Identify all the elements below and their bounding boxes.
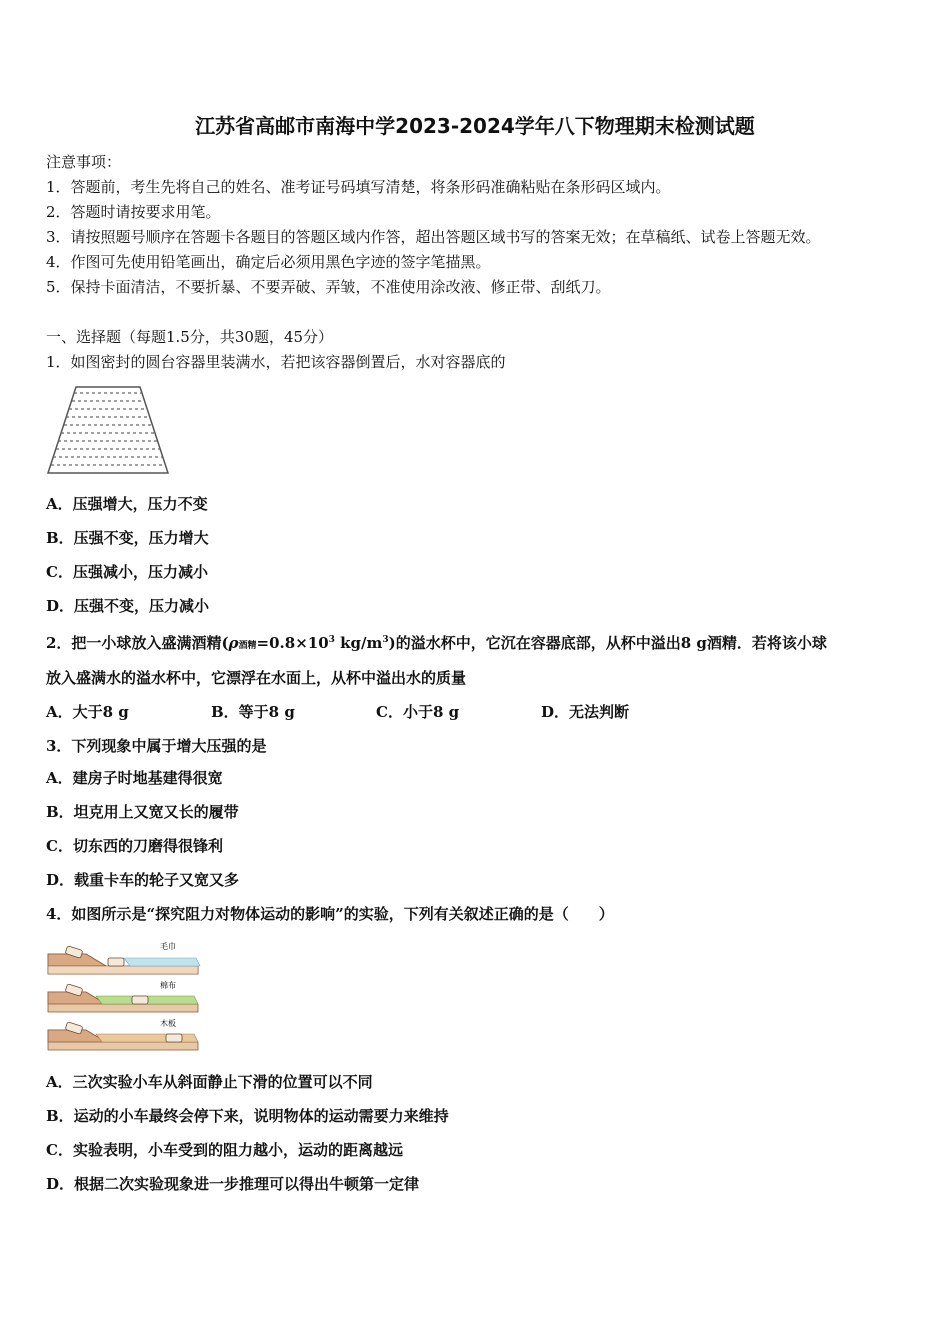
option-c: C．实验表明，小车受到的阻力越小，运动的距离越远 — [46, 1141, 403, 1159]
question-stem-cont: 放入盛满水的溢水杯中，它漂浮在水面上，从杯中溢出水的质量 — [46, 669, 467, 687]
option-b: B．压强不变，压力增大 — [46, 529, 209, 547]
stem-part: kg/m — [334, 634, 383, 652]
wood-track — [48, 1018, 198, 1050]
notice-item: 1．答题前，考生先将自己的姓名、准考证号码填写清楚，将条形码准确粘贴在条形码区域内。 — [46, 178, 671, 196]
stem-part: 2．把一小球放入盛满酒精( — [46, 634, 229, 652]
exponent: 3 — [328, 635, 335, 645]
option-a: A．压强增大，压力不变 — [46, 495, 208, 513]
notice-item: 2．答题时请按要求用笔。 — [46, 203, 221, 221]
option-d: D．载重卡车的轮子又宽又多 — [46, 871, 240, 889]
option-d: D．无法判断 — [541, 703, 630, 721]
question-stem: 4．如图所示是“探究阻力对物体运动的影响”的实验，下列有关叙述正确的是（ ） — [46, 905, 614, 923]
option-a: A．大于8 g — [46, 703, 129, 721]
wood-label: 木板 — [160, 1019, 176, 1028]
page-title: 江苏省高邮市南海中学2023-2024学年八下物理期末检测试题 — [195, 114, 755, 138]
rho-subscript: 酒精 — [238, 641, 257, 651]
option-c: C．小于8 g — [376, 703, 460, 721]
option-b: B．等于8 g — [211, 703, 295, 721]
options-row — [46, 702, 706, 722]
option-d: D．根据二次实验现象进一步推理可以得出牛顿第一定律 — [46, 1175, 420, 1193]
question-stem: 1．如图密封的圆台容器里装满水，若把该容器倒置后，水对容器底的 — [46, 353, 506, 371]
cotton-label: 棉布 — [160, 981, 176, 990]
towel-track — [48, 941, 200, 974]
option-c: C．压强减小，压力减小 — [46, 563, 208, 581]
notice-item: 4．作图可先使用铅笔画出，确定后必须用黑色字迹的签字笔描黑。 — [46, 253, 491, 271]
towel-label: 毛巾 — [160, 942, 176, 951]
rho-symbol: ρ — [228, 634, 239, 652]
stem-part: =0.8×10 — [256, 634, 329, 652]
notice-item: 5．保持卡面清洁，不要折暴、不要弄破、弄皱，不准使用涂改液、修正带、刮纸刀。 — [46, 278, 611, 296]
option-a: A．建房子时地基建得很宽 — [46, 769, 223, 787]
question-stem — [46, 630, 827, 656]
question-stem: 3．下列现象中属于增大压强的是 — [46, 737, 267, 755]
option-b: B．坦克用上又宽又长的履带 — [46, 803, 239, 821]
section-heading: 一、选择题（每题1.5分，共30题，45分） — [46, 328, 334, 346]
notice-heading: 注意事项： — [46, 153, 122, 171]
option-a: A．三次实验小车从斜面静止下滑的位置可以不同 — [46, 1073, 373, 1091]
option-d: D．压强不变，压力减小 — [46, 597, 210, 615]
option-c: C．切东西的刀磨得很锋利 — [46, 837, 223, 855]
exponent: 3 — [382, 635, 389, 645]
cotton-track — [48, 980, 198, 1012]
notice-item: 3．请按照题号顺序在答题卡各题目的答题区域内作答，超出答题区域书写的答案无效；在草稿纸、试卷上答题无效。 — [46, 228, 821, 246]
stem-part: )的溢水杯中，它沉在容器底部，从杯中溢出8 g酒精．若将该小球 — [388, 634, 827, 652]
friction-experiment-figure — [46, 938, 202, 1056]
frustum-container-figure — [46, 383, 170, 475]
option-b: B．运动的小车最终会停下来，说明物体的运动需要力来维持 — [46, 1107, 449, 1125]
